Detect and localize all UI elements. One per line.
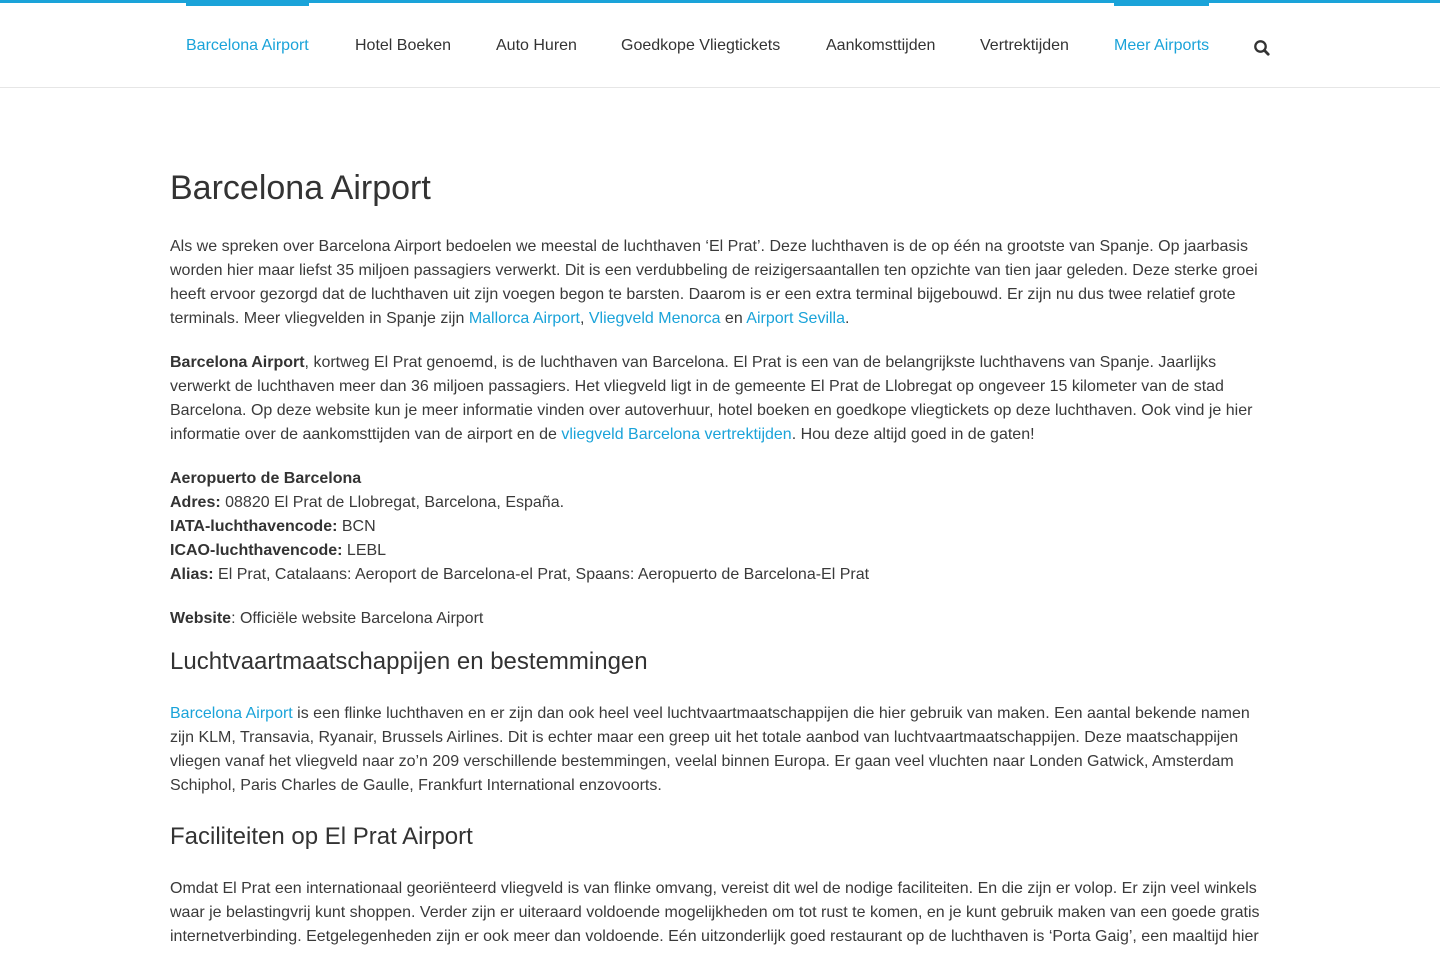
about-text-1: , kortweg El Prat genoemd, is de luchthaven van Barcelona. El Prat is een van de belangrijkste luchthavens van Spanje. Jaarlijks verwerkt de luchthaven meer dan 36 miljoen passagiers. Het vliegveld ligt in de gemeente El Prat de Llobregat op ongeveer 15 kilometer van de stad Barcelona. Op deze website kun je meer informatie vinden over autoverhuur, hotel boeken en goedkope vliegtickets op deze luchthaven. Ook vind je hier informatie over de aankomsttijden van de airport en de — [170, 354, 1253, 443]
nav-item-vertrektijden[interactable]: Vertrektijden — [980, 37, 1069, 54]
search-icon — [1252, 38, 1272, 58]
airlines-paragraph — [170, 702, 1270, 798]
mallorca-airport-link[interactable]: Mallorca Airport — [468, 310, 580, 327]
nav-item-auto-huren[interactable]: Auto Huren — [496, 37, 577, 54]
address-value: 08820 El Prat de Llobregat, Barcelona, España. — [220, 494, 565, 511]
main-content — [170, 160, 1270, 949]
iata-label: IATA-luchthavencode: — [170, 518, 338, 535]
airlines-text: is een flinke luchthaven en er zijn dan ook heel veel luchtvaartmaatschappijen die hier gebruik van maken. Een aantal bekende namen zijn KLM, Transavia, Ryanair, Brussels Airlines. Dit is echter maar een greep uit het totale aanbod van luchtvaartmaatschappijen. Deze maatschappijen vliegen vanaf het vliegveld naar zo’n 209 verschillende bestemmingen, veelal binnen Europa. Er gaan veel vluchten naar Londen Gatwick, Amsterdam Schiphol, Paris Charles de Gaulle, Frankfurt International enzovoorts. — [170, 705, 1250, 794]
vliegveld-menorca-link[interactable]: Vliegveld Menorca — [588, 310, 721, 327]
website-value: : Officiële website Barcelona Airport — [231, 610, 484, 627]
search-button[interactable] — [1252, 38, 1272, 58]
alias-value: El Prat, Catalaans: Aeroport de Barcelona-el Prat, Spaans: Aeropuerto de Barcelona-El Prat — [213, 566, 870, 583]
intro-text: Als we spreken over Barcelona Airport bedoelen we meestal de luchthaven ‘El Prat’. Deze luchthaven is de op één na grootste van Spanje. Op jaarbasis worden hier maar liefst 35 miljoen passagiers verwerkt. Dit is een verdubbeling de reizigersaantallen ten opzichte van tien jaar geleden. Deze sterke groei heeft ervoor gezorgd dat de luchthaven uit zijn voegen begon te barsten. Daarom is er een extra terminal bijgebouwd. Er zijn nu dus twee relatief grote terminals. Meer vliegvelden in Spanje zijn — [170, 238, 1258, 327]
airport-sevilla-link[interactable]: Airport Sevilla — [746, 310, 845, 327]
about-text-2: . Hou deze altijd goed in de gaten! — [791, 426, 1035, 443]
iata-value: BCN — [337, 518, 376, 535]
about-bold-name: Barcelona Airport — [170, 354, 305, 371]
about-paragraph — [170, 351, 1270, 447]
intro-separator-1: , — [579, 310, 589, 327]
nav-item-meer-airports[interactable]: Meer Airports — [1114, 3, 1209, 88]
nav-item-aankomsttijden[interactable]: Aankomsttijden — [826, 37, 936, 54]
intro-end: . — [845, 310, 850, 327]
facilities-paragraph: Omdat El Prat een internationaal georiënteerd vliegveld is van flinke omvang, vereist dit wel de nodige faciliteiten. En die zijn er volop. Er zijn veel winkels waar je belastingvrij kunt shoppen. Verder zijn er uiteraard voldoende mogelijkheden om tot rust te komen, en je kunt gebruik maken van een goede gratis internetverbinding. Eetgelegenheden zijn er ook meer dan voldoende. Eén uitzonderlijk goed restaurant op de luchthaven is ‘Porta Gaig’, een maaltijd hier — [170, 880, 1260, 945]
nav-item-hotel-boeken[interactable]: Hotel Boeken — [355, 37, 452, 54]
nav-item-barcelona-airport[interactable]: Barcelona Airport — [186, 3, 309, 88]
alias-label: Alias: — [170, 566, 214, 583]
barcelona-airport-link[interactable]: Barcelona Airport — [170, 705, 293, 722]
address-label: Adres: — [170, 494, 221, 511]
vertrektijden-link[interactable]: vliegveld Barcelona vertrektijden — [561, 426, 792, 443]
icao-label: ICAO-luchthavencode: — [170, 542, 343, 559]
airport-official-name: Aeropuerto de Barcelona — [170, 470, 362, 487]
main-navigation — [0, 3, 1440, 88]
airport-facts — [170, 467, 1270, 587]
intro-separator-2: en — [720, 310, 747, 327]
page-title: Barcelona Airport — [170, 169, 431, 207]
section-title-airlines: Luchtvaartmaatschappijen en bestemmingen — [170, 648, 648, 675]
nav-item-goedkope-vliegtickets[interactable]: Goedkope Vliegtickets — [621, 37, 781, 54]
section-title-facilities: Faciliteiten op El Prat Airport — [170, 823, 473, 850]
icao-value: LEBL — [342, 542, 387, 559]
website-label: Website — [170, 610, 232, 627]
website-line — [170, 607, 1270, 631]
intro-paragraph — [170, 235, 1270, 331]
